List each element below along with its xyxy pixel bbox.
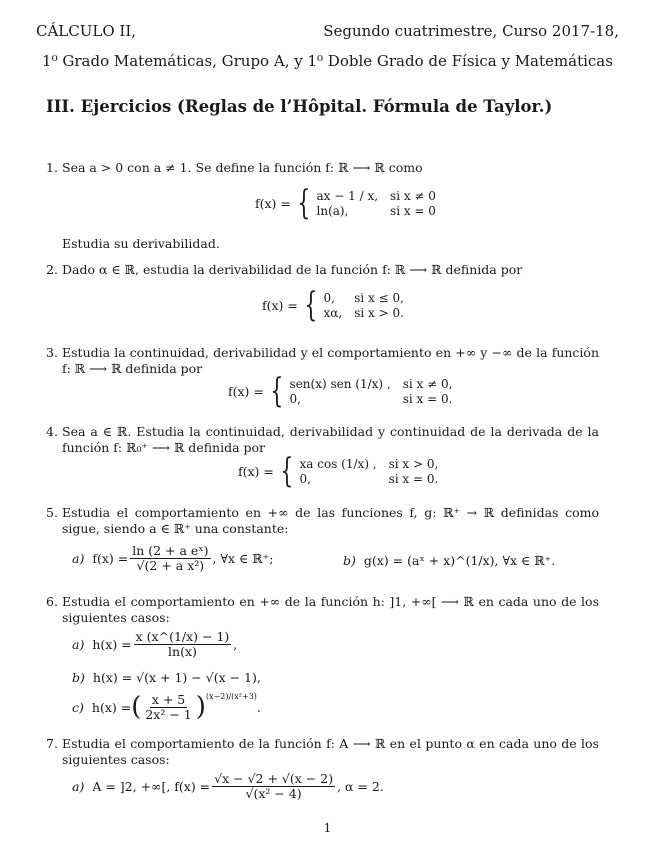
numerator: x (x^(1/x) − 1) <box>135 629 230 644</box>
header-subtitle: 1⁰ Grado Matemáticas, Grupo A, y 1⁰ Doble Grado de Física y Matemáticas <box>42 52 613 70</box>
problem-text: Estudia el comportamiento de la función f: A ⟶ ℝ en el punto α en cada uno de los siguientes casos: <box>62 736 599 767</box>
formula-lhs: A = ]2, +∞[, f(x) = <box>92 779 211 794</box>
case-1-expr: 0, <box>323 290 335 305</box>
denominator: ln(x) <box>168 644 197 659</box>
problem-text: Dado α ∈ ℝ, estudia la derivabilidad de la función f: ℝ ⟶ ℝ definida por <box>62 262 523 277</box>
formula-expr: g(x) = (aˣ + x)^(1/x), ∀x ∈ ℝ⁺. <box>363 553 556 568</box>
formula-tail: . <box>256 699 261 715</box>
formula-lhs: f(x) = <box>262 297 298 313</box>
case-2-cond: si x > 0. <box>354 305 404 320</box>
problem-number: 6. <box>46 594 58 609</box>
item-label: b) <box>343 553 356 568</box>
case-1-cond: si x ≠ 0, <box>402 376 453 391</box>
formula-1 <box>255 183 436 223</box>
cases <box>317 189 436 218</box>
case-1-cond: si x > 0, <box>388 456 439 471</box>
header-left: CÁLCULO II, <box>36 22 137 40</box>
denominator: √(2 + a x²) <box>136 558 205 573</box>
cases <box>290 377 453 406</box>
case-1-expr: ax − 1 / x, <box>316 188 379 203</box>
numerator: x + 5 <box>151 691 186 707</box>
problem-6 <box>46 594 599 626</box>
formula-expr: h(x) = √(x + 1) − √(x − 1), <box>92 670 261 685</box>
case-1-cond: si x ≠ 0 <box>390 188 436 203</box>
problem-6-item-b <box>72 670 261 685</box>
denominator: √(x² − 4) <box>245 786 302 801</box>
case-2-expr: 0, <box>299 471 311 486</box>
item-label: a) <box>72 637 85 652</box>
formula-tail: , <box>233 637 238 652</box>
problem-number: 2. <box>46 262 58 277</box>
header <box>36 22 619 40</box>
case-2-expr: xα, <box>323 305 343 320</box>
problem-1-after <box>46 236 599 252</box>
problem-number: 5. <box>46 505 58 520</box>
problem-5-item-b <box>343 553 555 568</box>
problem-text: Estudia el comportamiento en +∞ de la función h: ]1, +∞[ ⟶ ℝ en cada uno de los siguientes casos: <box>62 594 599 625</box>
formula-lhs: f(x) = <box>255 195 291 211</box>
problem-6-item-c <box>72 692 261 722</box>
problem-1 <box>46 160 599 176</box>
left-paren: ( <box>131 692 142 722</box>
case-1-cond: si x ≤ 0, <box>354 290 404 305</box>
exponent: (x−2)/(x²+3) <box>205 692 257 701</box>
case-1-expr: sen(x) sen (1/x) , <box>289 376 391 391</box>
problem-7 <box>46 736 599 768</box>
case-2-expr: ln(a), <box>316 203 349 218</box>
fraction <box>130 544 210 573</box>
numerator: ln (2 + a eˣ) <box>132 543 209 558</box>
left-brace: { <box>280 451 294 491</box>
numerator: √x − √2 + √(x − 2) <box>214 771 334 786</box>
problem-5 <box>46 505 599 537</box>
case-1-expr: xa cos (1/x) , <box>299 456 377 471</box>
item-label: a) <box>72 551 85 566</box>
formula-lhs: f(x) = <box>238 463 274 479</box>
problem-2 <box>46 262 599 278</box>
problem-3 <box>46 345 599 377</box>
problem-4 <box>46 424 599 456</box>
fraction <box>134 630 232 659</box>
problem-text: Estudia su derivabilidad. <box>62 236 220 251</box>
header-right: Segundo cuatrimestre, Curso 2017-18, <box>323 22 619 40</box>
case-2-cond: si x = 0 <box>390 203 436 218</box>
fraction <box>143 693 193 722</box>
problem-number: 7. <box>46 736 58 751</box>
item-label: a) <box>72 779 85 794</box>
item-label: b) <box>72 670 85 685</box>
problem-5-item-a <box>72 544 273 573</box>
page-number: 1 <box>323 820 332 835</box>
problem-number: 4. <box>46 424 58 439</box>
formula-lhs: f(x) = <box>92 551 129 566</box>
formula-tail: , ∀x ∈ ℝ⁺; <box>212 551 274 566</box>
fraction <box>212 772 335 801</box>
problem-6-item-a <box>72 630 237 659</box>
problem-7-item-a <box>72 772 384 801</box>
problem-text: Sea a ∈ ℝ. Estudia la continuidad, derivabilidad y continuidad de la derivada de la función f: ℝ₀⁺ ⟶ ℝ definida por <box>62 424 599 455</box>
left-brace: { <box>270 371 284 411</box>
formula-lhs: h(x) = <box>92 637 132 652</box>
problem-number: 3. <box>46 345 58 360</box>
problem-text: Sea a > 0 con a ≠ 1. Se define la función f: ℝ ⟶ ℝ como <box>62 160 423 175</box>
formula-4 <box>238 451 439 491</box>
case-2-expr: 0, <box>289 391 301 406</box>
formula-lhs: h(x) = <box>91 699 132 715</box>
cases <box>324 291 404 320</box>
page-title: III. Ejercicios (Reglas de l’Hôpital. Fórmula de Taylor.) <box>46 97 553 116</box>
cases <box>300 457 439 486</box>
case-2-cond: si x = 0. <box>402 391 453 406</box>
item-label: c) <box>72 699 84 715</box>
formula-tail: , α = 2. <box>337 779 384 794</box>
right-paren: ) <box>195 692 206 722</box>
left-brace: { <box>297 183 311 223</box>
formula-3 <box>228 371 453 411</box>
problem-text: Estudia la continuidad, derivabilidad y el comportamiento en +∞ y −∞ de la función f: ℝ ⟶ ℝ definida por <box>62 345 599 376</box>
problem-text: Estudia el comportamiento en +∞ de las funciones f, g: ℝ⁺ → ℝ definidas como sigue, siendo a ∈ ℝ⁺ una constante: <box>62 505 599 536</box>
formula-lhs: f(x) = <box>228 383 264 399</box>
problem-number: 1. <box>46 160 58 175</box>
case-2-cond: si x = 0. <box>388 471 439 486</box>
formula-2 <box>262 285 404 325</box>
denominator: 2x² − 1 <box>145 706 192 722</box>
left-brace: { <box>304 285 318 325</box>
